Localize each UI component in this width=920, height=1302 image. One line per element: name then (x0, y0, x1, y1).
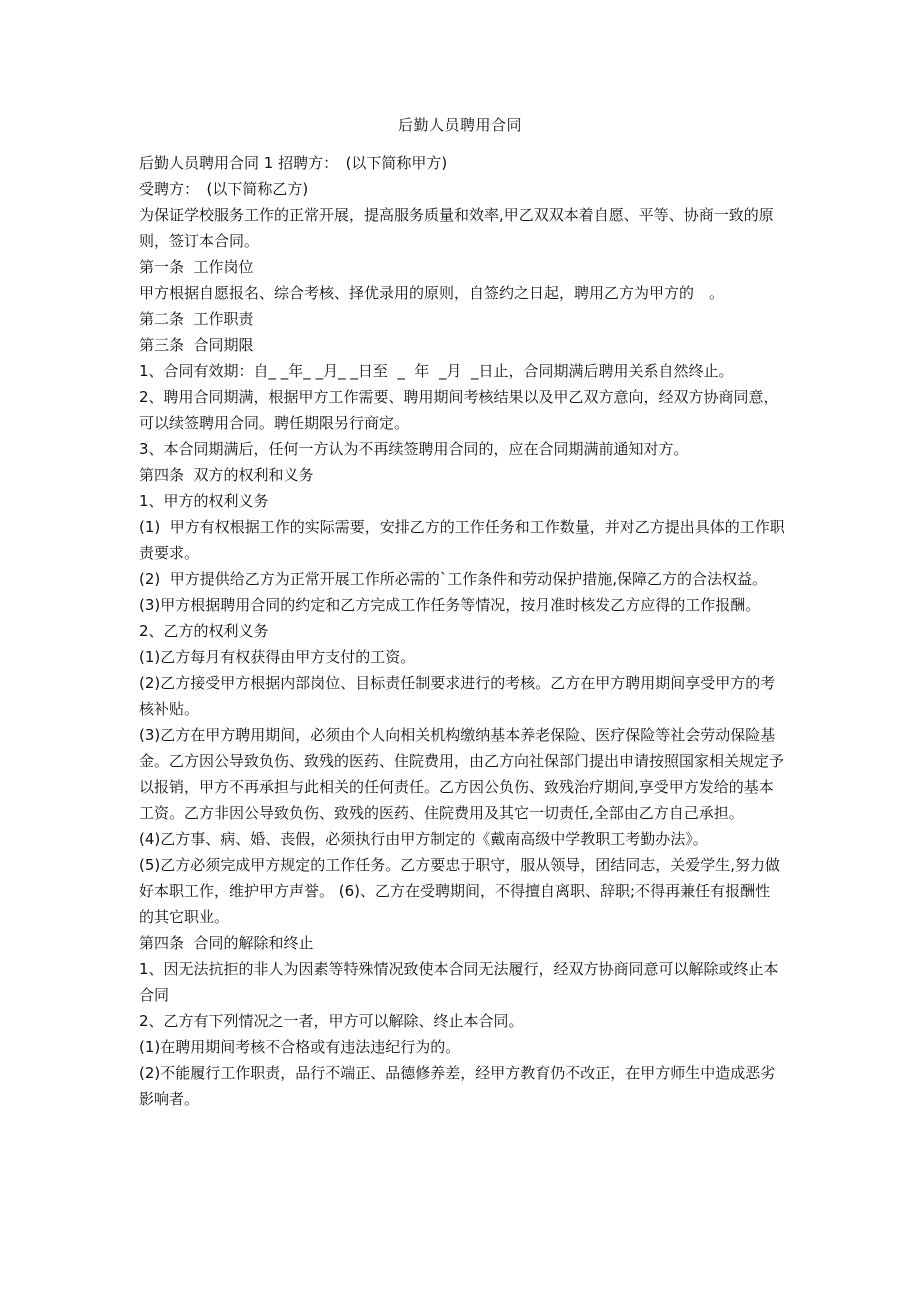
section-heading: 第二条 工作职责 (139, 310, 254, 328)
paragraph: 2、乙方有下列情况之一者，甲方可以解除、终止本合同。 (139, 1012, 524, 1030)
paragraph: (3)乙方在甲方聘用期间，必须由个人向相关机构缴纳基本养老保险、医疗保险等社会劳动保险基金。乙方因公导致负伤、致残的医药、住院费用，由乙方向社保部门提出申请按照国家相关规定予以报销，甲方不再承担与此相关的任何责任。乙方因公负伤、致残治疗期间,享受甲方发给的基本工资。乙方非因公导致负伤、致残的医药、住院费用及其它一切责任,全部由乙方自己承担。 (139, 726, 785, 822)
paragraph: (1) 甲方有权根据工作的实际需要，安排乙方的工作任务和工作数量，并对乙方提出具体的工作职责要求。 (139, 518, 785, 562)
paragraph: (1)在聘用期间考核不合格或有违法违纪行为的。 (139, 1038, 461, 1056)
document-title: 后勤人员聘用合同 (397, 116, 522, 134)
paragraph: (2)不能履行工作职责，品行不端正、品德修养差，经甲方教育仍不改正，在甲方师生中造成恶劣影响者。 (139, 1064, 776, 1108)
paragraph: 为保证学校服务工作的正常开展，提高服务质量和效率,甲乙双双本着自愿、平等、协商一致的原则，签订本合同。 (139, 206, 774, 250)
paragraph: (4)乙方事、病、婚、丧假，必须执行由甲方制定的《戴南高级中学教职工考勤办法》。 (139, 830, 708, 848)
paragraph: 2、聘用合同期满，根据甲方工作需要、聘用期间考核结果以及甲乙双方意向，经双方协商同意，可以续签聘用合同。聘任期限另行商定。 (139, 388, 779, 432)
section-heading: 第三条 合同期限 (139, 336, 254, 354)
paragraph: 后勤人员聘用合同 1 招聘方： (以下简称甲方) (139, 154, 448, 172)
paragraph: (5)乙方必须完成甲方规定的工作任务。乙方要忠于职守，服从领导，团结同志，关爱学生,努力做好本职工作，维护甲方声誉。 (6)、乙方在受聘期间，不得擅自离职、辞职;不得再兼任有报酬性的其它职业。 (139, 856, 781, 926)
paragraph: (2)乙方接受甲方根据内部岗位、目标责任制要求进行的考核。乙方在甲方聘用期间享受甲方的考核补贴。 (139, 674, 776, 718)
paragraph: 甲方根据自愿报名、综合考核、择优录用的原则，自签约之日起，聘用乙方为甲方的 。 (139, 284, 725, 302)
section-heading: 第四条 合同的解除和终止 (139, 934, 314, 952)
paragraph: 1、因无法抗拒的非人为因素等特殊情况致使本合同无法履行，经双方协商同意可以解除或终止本合同 (139, 960, 779, 1004)
paragraph: 3、本合同期满后，任何一方认为不再续签聘用合同的，应在合同期满前通知对方。 (139, 440, 689, 458)
paragraph: (1)乙方每月有权获得由甲方支付的工资。 (139, 648, 416, 666)
subsection-heading: 2、乙方的权利义务 (139, 622, 269, 640)
subsection-heading: 1、甲方的权利义务 (139, 492, 269, 510)
paragraph: 1、合同有效期：自_ _年_ _月_ _日至 _ 年 _月 _日止，合同期满后聘用关系自然终止。 (139, 362, 734, 380)
paragraph: (3)甲方根据聘用合同的约定和乙方完成工作任务等情况，按月准时核发乙方应得的工作报酬。 (139, 596, 761, 614)
paragraph: (2) 甲方提供给乙方为正常开展工作所必需的`工作条件和劳动保护措施,保障乙方的合法权益。 (139, 570, 768, 588)
document-body (139, 150, 785, 1112)
paragraph: 受聘方： (以下简称乙方) (139, 180, 309, 198)
section-heading: 第一条 工作岗位 (139, 258, 254, 276)
section-heading: 第四条 双方的权利和义务 (139, 466, 314, 484)
